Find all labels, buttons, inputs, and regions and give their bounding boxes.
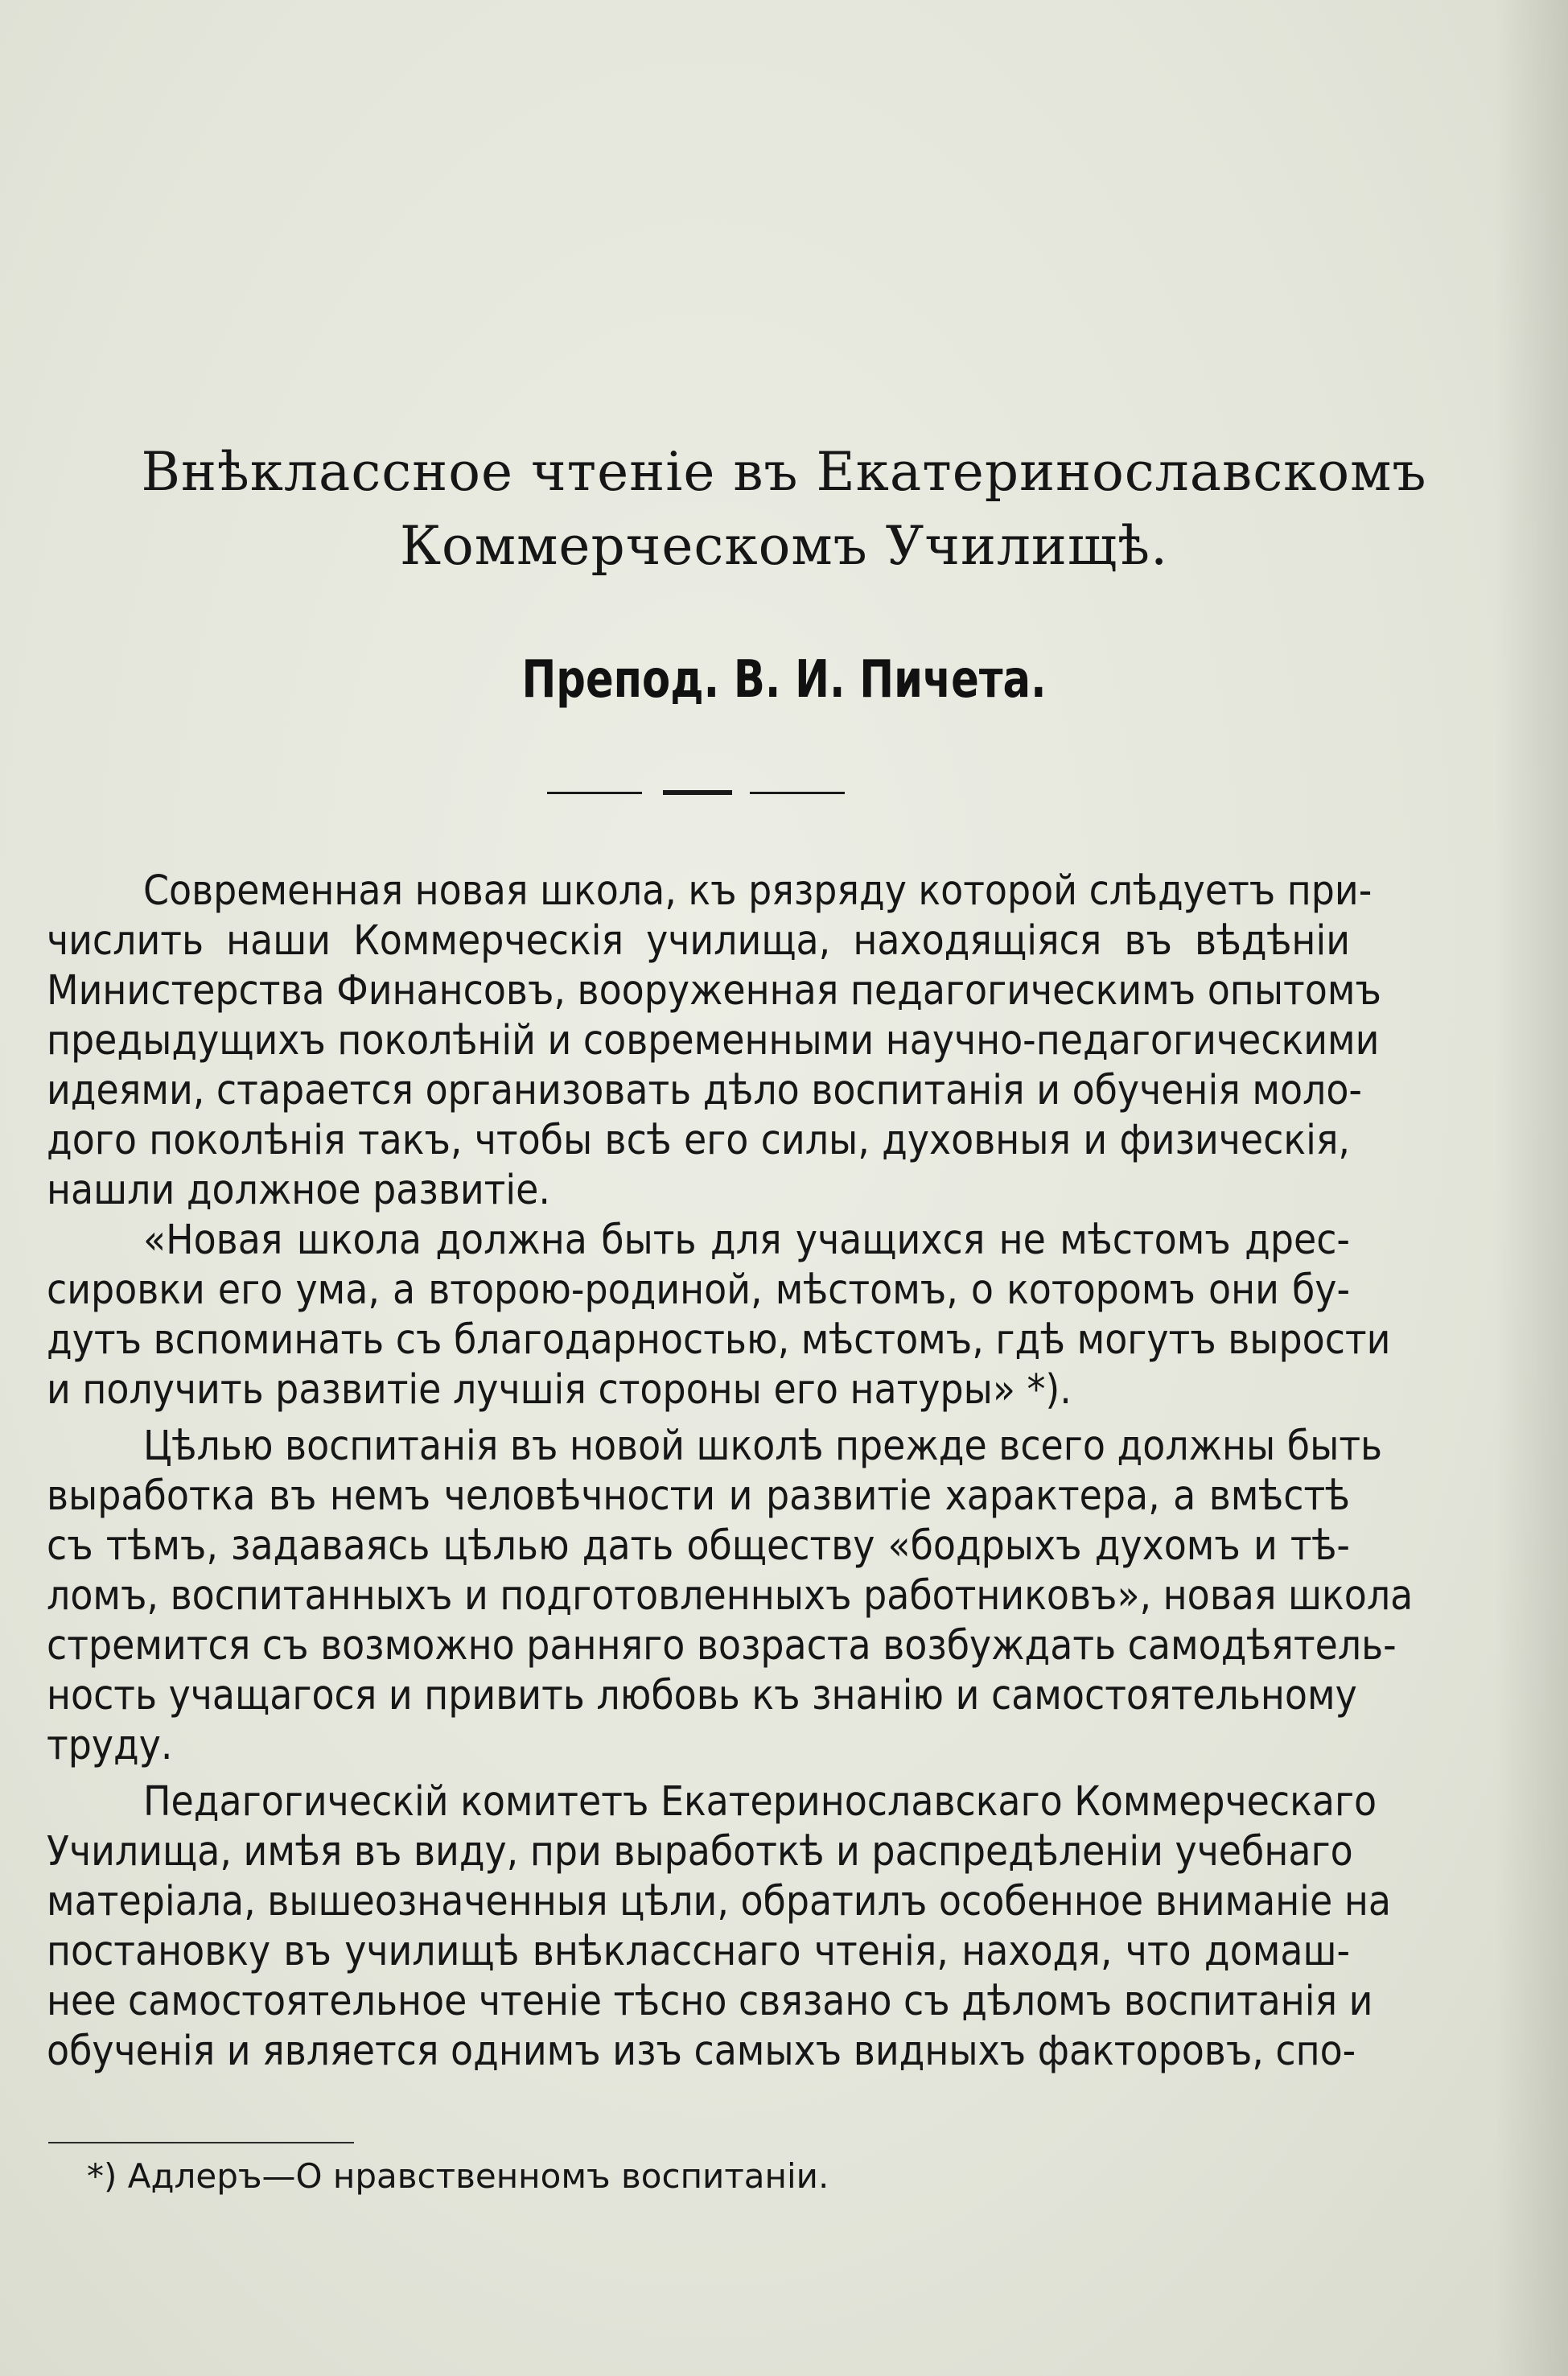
article-title-line-1: Внѣклассное чтенiе въ Екатеринославскомъ xyxy=(141,441,1427,503)
body-line: сировки его ума, а второю-родиной, мѣстомъ, о которомъ они бу- xyxy=(47,1266,1350,1314)
body-line: и получить развитiе лучшiя стороны его натуры» *). xyxy=(47,1366,1072,1414)
body-line: идеями, старается организовать дѣло воспитанiя и обученiя моло- xyxy=(47,1067,1362,1114)
body-line: ность учащагося и привить любовь къ знанiю и самостоятельному xyxy=(47,1672,1357,1719)
article-title-line-2: Коммерческомъ Училищѣ. xyxy=(399,515,1169,577)
body-line: съ тѣмъ, задаваясь цѣлью дать обществу «бодрыхъ духомъ и тѣ- xyxy=(47,1522,1350,1570)
body-line: Современная новая школа, къ рязряду которой слѣдуетъ при- xyxy=(143,867,1373,915)
footnote: *) Адлеръ—О нравственномъ воспитанiи. xyxy=(87,2156,829,2196)
body-line: Педагогическiй комитетъ Екатеринославскаго Коммерческаго xyxy=(143,1778,1377,1826)
body-line: нашли должное развитiе. xyxy=(47,1167,550,1214)
body-line: нее самостоятельное чтенiе тѣсно связано съ дѣломъ воспитанiя и xyxy=(47,1978,1373,2025)
body-line: стремится съ возможно ранняго возраста возбуждать самодѣятель- xyxy=(47,1622,1397,1670)
body-line: обученiя и является однимъ изъ самыхъ видныхъ факторовъ, спо- xyxy=(47,2028,1356,2075)
body-line: постановку въ училищѣ внѣкласснаго чтенiя, находя, что домаш- xyxy=(47,1928,1350,1975)
body-line: «Новая школа должна быть для учащихся не мѣстомъ дрес- xyxy=(143,1217,1350,1264)
body-line: дутъ вспоминать съ благодарностью, мѣстомъ, гдѣ могутъ вырости xyxy=(47,1316,1391,1364)
body-line: матерiала, вышеозначенныя цѣли, обратилъ особенное вниманiе на xyxy=(47,1878,1391,1925)
page-edge-shadow xyxy=(1496,0,1568,2376)
body-line: выработка въ немъ человѣчности и развитiе характера, а вмѣстѣ xyxy=(47,1472,1350,1520)
body-line: предыдущихъ поколѣнiй и современными научно-педагогическими xyxy=(47,1017,1380,1064)
ornament-line-center xyxy=(663,790,732,795)
body-line: труду. xyxy=(47,1722,173,1769)
ornament-line-left xyxy=(547,792,642,794)
footnote-rule xyxy=(48,2142,354,2143)
author-byline: Препод. В. И. Пичета. xyxy=(521,650,1047,710)
body-line: числить наши Коммерческiя училища, находящiяся въ вѣдѣнiи xyxy=(47,917,1350,965)
body-line: Министерства Финансовъ, вооруженная педагогическимъ опытомъ xyxy=(47,967,1381,1015)
ornament-line-right xyxy=(750,792,845,794)
body-line: дого поколѣнiя такъ, чтобы всѣ его силы, духовныя и физическiя, xyxy=(47,1117,1350,1164)
body-line: Училища, имѣя въ виду, при выработкѣ и распредѣленiи учебнаго xyxy=(47,1828,1353,1876)
body-line: Цѣлью воспитанiя въ новой школѣ прежде всего должны быть xyxy=(143,1423,1383,1470)
body-line: ломъ, воспитанныхъ и подготовленныхъ работниковъ», новая школа xyxy=(47,1572,1414,1620)
title-ornament-divider xyxy=(547,789,845,797)
